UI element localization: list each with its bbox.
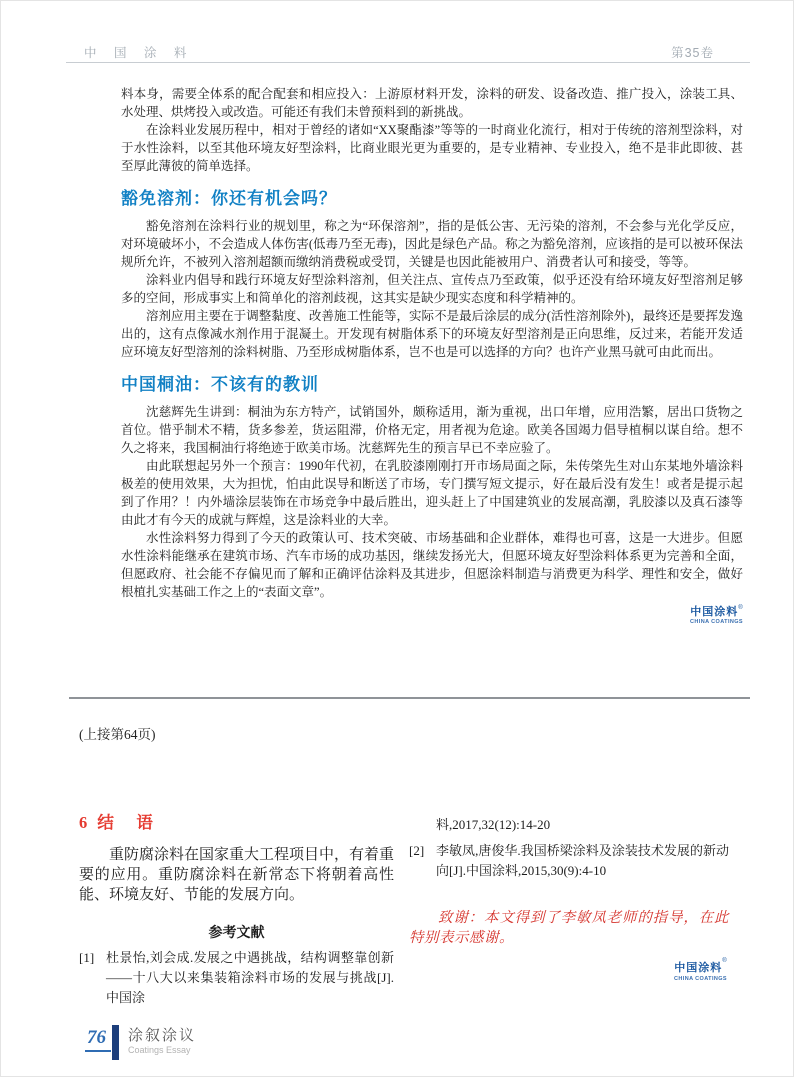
volume-number: 第35卷 [671,46,714,60]
para-industry-advocacy: 涂料业内倡导和践行环境友好型涂料溶剂，但关注点、宣传点乃至政策，似乎还没有给环境友好型溶剂足够多的空间，形成事实上和简单化的溶剂歧视，这其实是缺少现实态度和科学精神的。 [121,273,743,305]
article-body [121,85,743,628]
conclusion-column-left [79,809,394,1008]
china-coatings-logo-bottom [674,958,727,982]
logo-en-text: CHINA COATINGS [674,975,727,982]
para-waterborne-progress: 水性涂料努力得到了今天的政策认可、技术突破、市场基础和企业群体，难得也可喜，这是一大进步。但愿水性涂料能继承在建筑市场、汽车市场的成功基因，继续发扬光大，但愿环境友好型涂料体系更为完善和全面，但愿政府、社会能不存偏见而了解和正确评估涂料及其进步，但愿涂料制造与消费更为科学、理性和安全，做好根植扎实基础工作之上的“表面文章”。 [121,531,743,599]
para-solvent-application: 溶剂应用主要在于调整黏度、改善施工性能等，实际不是最后涂层的成分(活性溶剂除外)，最终还是要挥发逸出的，这有点像减水剂作用于混凝土。开发现有树脂体系下的环境友好型溶剂是正向思维，反过来，若能开发适应环境友好型溶剂的涂料树脂、乃至形成树脂体系，岂不也是可以选择的方向？也许产业黑马就可由此而出。 [121,309,743,359]
para-shen-cihui-quote: 沈慈辉先生讲到：桐油为东方特产，试销国外，颇称适用，渐为重视，出口年增，应用浩繁，居出口货物之首位。惜乎制术不精，货多参差，货运阻滞，价格无定，用者视为危途。欧美各国竭力倡导植桐以谋自给。想不久之将来，我国桐油行将绝迹于欧美市场。沈慈辉先生的预言早已不幸应验了。 [121,405,743,455]
section-divider [69,697,750,699]
reference-item-2 [409,841,729,881]
acknowledgment-text: 致谢：本文得到了李敏凤老师的指导，在此特别表示感谢。 [409,910,729,946]
reference-item-1 [79,948,394,1008]
reference-2-number: [2] [409,843,425,858]
reference-2-text: 李敏凤,唐俊华.我国桥梁涂料及涂装技术发展的新动向[J].中国涂料,2015,30(9):4-10 [436,843,729,878]
reference-1-number: [1] [79,950,95,965]
para-intro-continuation: 料本身，需要全体系的配合配套和相应投入：上游原材料开发，涂料的研发、设备改造、推广投入，涂装工具、水处理、烘烤投入或改造。可能还有我们未曾预料到的新挑战。 [121,87,743,119]
references-title: 参考文献 [208,926,265,941]
column-title-cn: 涂叙涂议 [128,1027,197,1044]
conclusion-heading: 6 结 语 [79,813,156,832]
page-number: 76 [85,1025,111,1052]
footer-section-labels [128,1025,196,1056]
logo-cn-text: 中国涂料 [690,606,739,618]
logo-en-text: CHINA COATINGS [690,618,743,625]
footer-divider-bar [112,1025,119,1060]
heading-exempt-solvents: 豁免溶剂：你还有机会吗？ [121,189,337,208]
conclusion-paragraph: 重防腐涂料在国家重大工程项目中，有着重要的应用。重防腐涂料在新常态下将朝着高性能、环境友好、节能的发展方向。 [79,847,395,903]
page-footer [85,1025,196,1065]
heading-tung-oil: 中国桐油：不该有的教训 [121,375,319,394]
reference-1-text: 杜景怡,刘会成.发展之中遇挑战，结构调整靠创新——十八大以来集装箱涂料市场的发展与挑战[J].中国涂 [106,950,394,1005]
conclusion-column-right [409,809,729,985]
column-title-en: Coatings Essay [128,1045,191,1055]
logo-cn-text: 中国涂料 [674,962,723,974]
reference-1-continuation: 料,2017,32(12):14-20 [436,817,551,832]
journal-name: 中 国 涂 料 [84,46,194,60]
para-prediction-1990s: 由此联想起另外一个预言：1990年代初，在乳胶漆刚刚打开市场局面之际，朱传棨先生对山东某地外墙涂料极差的使用效果，大为担忧，怕由此误导和断送了市场，专门撰写短文提示，好在最后没有发生！或者是提示起到了作用？！内外墙涂层装饰在市场竞争中最后胜出，迎头赶上了中国建筑业的发展高潮，乳胶漆以及真石漆等由此才有今天的成就与辉煌，这是涂料业的大幸。 [121,459,743,527]
registered-trademark-icon: ® [722,958,727,964]
para-exempt-definition: 豁免溶剂在涂料行业的规划里，称之为“环保溶剂”，指的是低公害、无污染的溶剂，不会参与光化学反应，对环境破坏小，不会造成人体伤害(低毒乃至无毒)，因此是绿色产品。称之为豁免溶剂，应该指的是可以被环保法规所允许，不被列入溶剂超额而缴纳消费税或受罚，关键是也因此能被用户、消费者认可和接受，等等。 [121,219,743,269]
article-end-mark [121,605,743,628]
column-end-mark [409,958,729,985]
page-header [66,41,750,63]
continuation-note: (上接第64页) [79,727,156,742]
china-coatings-logo-top [690,605,743,625]
para-industry-history: 在涂料业发展历程中，相对于曾经的诸如“XX聚酯漆”等等的一时商业化流行，相对于传统的溶剂型涂料，对于水性涂料，以至其他环境友好型涂料，比商业眼光更为重要的，是专业精神、专业投入，绝不是非此即彼、甚至厚此薄彼的简单选择。 [121,123,743,173]
registered-trademark-icon: ® [738,605,743,611]
